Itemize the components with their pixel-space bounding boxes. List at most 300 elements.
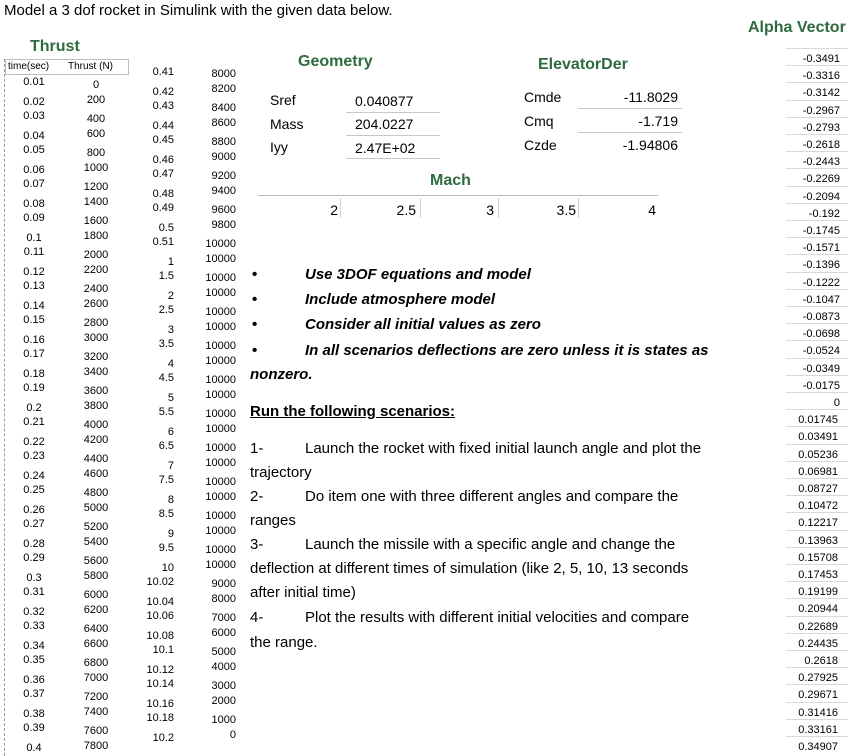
thrust-time-cell: 0.46 — [152, 154, 174, 166]
elevator-value: -1.719 — [638, 113, 678, 129]
thrust-row — [5, 109, 129, 126]
alpha-value: 0.19199 — [798, 586, 838, 599]
geometry-value: 204.0227 — [355, 116, 414, 132]
thrust-time-cell: 0.3 — [26, 572, 42, 584]
thrust-value-cell: 10000 — [205, 442, 236, 454]
geometry-label: Sref — [270, 92, 296, 108]
thrust-time-cell: 0.33 — [23, 620, 45, 632]
elevator-label: Cmq — [524, 113, 554, 129]
thrust-continuation-row — [130, 336, 242, 353]
alpha-vector-column — [786, 48, 861, 754]
alpha-value: -0.0524 — [802, 345, 840, 358]
thrust-continuation-row — [130, 421, 242, 438]
geometry-label: Iyy — [270, 139, 288, 155]
thrust-continuation-row — [130, 472, 242, 489]
thrust-time-cell: 3 — [167, 324, 174, 336]
thrust-value-cell: 5000 — [211, 646, 236, 658]
alpha-value: -0.1222 — [802, 276, 840, 289]
thrust-continuation-row — [130, 149, 242, 166]
scenario-text: Plot the results with different initial velocities and compare — [305, 609, 690, 626]
thrust-row — [5, 211, 129, 228]
thrust-value-cell: 9400 — [211, 185, 236, 197]
thrust-row — [5, 653, 129, 670]
header-thrust: Thrust (N) — [68, 61, 113, 72]
alpha-value: -0.192 — [808, 207, 840, 220]
thrust-row — [5, 449, 129, 466]
thrust-time-cell: 0.39 — [23, 722, 45, 734]
geometry-table — [262, 88, 442, 168]
thrust-value-cell: 2400 — [83, 283, 109, 295]
thrust-value-cell: 3000 — [83, 332, 109, 344]
thrust-row — [5, 126, 129, 143]
thrust-continuation-row — [130, 438, 242, 455]
thrust-time-cell: 0.05 — [23, 144, 45, 156]
thrust-time-cell: 0.17 — [23, 348, 45, 360]
alpha-value: 0.15708 — [798, 551, 838, 564]
thrust-time-cell: 7 — [167, 460, 174, 472]
scenario-text: trajectory — [250, 464, 312, 481]
thrust-continuation-row — [130, 166, 242, 183]
alpha-value: -0.1745 — [802, 225, 840, 237]
alpha-value: -0.3316 — [802, 70, 840, 83]
alpha-value: -0.2967 — [802, 104, 840, 117]
thrust-time-cell: 0.06 — [23, 164, 45, 176]
thrust-value-cell: 10000 — [205, 389, 236, 401]
thrust-time-cell: 5.5 — [158, 406, 174, 418]
thrust-time-cell: 7.5 — [158, 474, 174, 486]
thrust-time-cell: 0.14 — [23, 300, 45, 312]
thrust-value-cell: 10000 — [205, 238, 236, 250]
thrust-continuation-row — [130, 115, 242, 132]
thrust-time-cell: 0.36 — [23, 674, 45, 686]
thrust-continuation-row — [130, 302, 242, 319]
thrust-row — [5, 143, 129, 160]
thrust-value-cell: 8000 — [211, 68, 236, 80]
geometry-value: 2.47E+02 — [355, 140, 416, 156]
alpha-value: 0.22689 — [798, 620, 838, 633]
thrust-time-cell: 1 — [167, 256, 174, 268]
thrust-time-cell: 6.5 — [158, 440, 174, 452]
thrust-continuation-row — [130, 268, 242, 285]
thrust-value-cell: 10000 — [205, 253, 236, 265]
thrust-time-cell: 10.14 — [146, 678, 174, 690]
thrust-continuation-row — [130, 506, 242, 523]
alpha-value: -0.2793 — [802, 121, 840, 134]
thrust-value-cell: 1400 — [83, 196, 109, 208]
thrust-time-cell: 0.49 — [152, 202, 174, 214]
thrust-value-cell: 3600 — [83, 385, 109, 397]
thrust-value-cell: 3800 — [83, 400, 109, 412]
thrust-time-cell: 0.37 — [23, 688, 45, 700]
thrust-value-cell: 10000 — [205, 544, 236, 556]
scenario-text: deflection at different times of simulation (like 2, 5, 10, 13 seconds — [250, 560, 689, 577]
thrust-time-cell: 0.44 — [152, 120, 174, 132]
header-time: time(sec) — [8, 61, 50, 72]
thrust-time-cell: 0.47 — [152, 168, 174, 180]
thrust-continuation-row — [130, 523, 242, 540]
thrust-row — [5, 364, 129, 381]
thrust-value-cell: 4000 — [83, 419, 109, 431]
thrust-row — [5, 245, 129, 262]
thrust-time-cell: 0.4 — [26, 742, 42, 754]
elevator-derivatives-table — [520, 86, 686, 158]
scenario-text: Launch the rocket with fixed initial launch angle and plot the — [305, 440, 702, 457]
thrust-time-cell: 0.11 — [23, 246, 45, 258]
thrust-time-cell: 0.03 — [23, 110, 45, 122]
thrust-continuation-row — [130, 642, 242, 659]
thrust-value-cell: 6400 — [83, 623, 109, 635]
thrust-value-cell: 2200 — [83, 264, 109, 276]
thrust-time-cell: 0.35 — [23, 654, 45, 666]
thrust-value-cell: 8400 — [211, 102, 236, 114]
thrust-value-cell: 6200 — [83, 604, 109, 616]
thrust-value-cell: 5000 — [83, 502, 109, 514]
thrust-time-cell: 10.08 — [146, 630, 174, 642]
scenario-text: Do item one with three different angles and compare the — [305, 488, 679, 505]
thrust-value-cell: 4400 — [83, 453, 109, 465]
thrust-row — [5, 585, 129, 602]
thrust-value-cell: 10000 — [205, 510, 236, 522]
thrust-value-cell: 10000 — [205, 287, 236, 299]
alpha-vector-title: Alpha Vector — [748, 19, 846, 36]
thrust-continuation-row — [130, 625, 242, 642]
thrust-time-cell: 2.5 — [158, 304, 174, 316]
thrust-value-cell: 10000 — [205, 306, 236, 318]
scenario-text: after initial time) — [250, 584, 356, 601]
alpha-value: -0.2443 — [802, 156, 840, 169]
thrust-time-cell: 0.26 — [23, 504, 45, 516]
alpha-value: 0.08727 — [798, 483, 838, 495]
thrust-value-cell: 5400 — [83, 536, 109, 548]
thrust-time-cell: 0.16 — [23, 334, 45, 346]
thrust-row — [5, 415, 129, 432]
thrust-value-cell: 9800 — [211, 219, 236, 231]
alpha-value: -0.3491 — [802, 53, 840, 65]
thrust-value-cell: 5800 — [83, 570, 109, 582]
thrust-row — [5, 262, 129, 279]
alpha-value: -0.1396 — [802, 259, 840, 272]
thrust-continuation-row — [130, 387, 242, 404]
thrust-continuation-row — [130, 557, 242, 574]
alpha-value: -0.0698 — [802, 328, 840, 341]
thrust-value-cell: 7000 — [211, 612, 236, 624]
alpha-value: 0.10472 — [798, 500, 838, 513]
thrust-value-cell: 2800 — [83, 317, 109, 329]
thrust-row — [5, 296, 129, 313]
thrust-row — [5, 483, 129, 500]
thrust-value-cell: 10000 — [205, 476, 236, 488]
thrust-value-cell: 6800 — [83, 657, 109, 669]
thrust-value-cell: 0 — [229, 729, 236, 741]
thrust-continuation-row — [130, 455, 242, 472]
thrust-time-cell: 0.22 — [23, 436, 45, 448]
alpha-value: 0.03491 — [798, 431, 838, 444]
thrust-value-cell: 1600 — [83, 215, 109, 227]
thrust-title: Thrust — [30, 38, 80, 55]
thrust-continuation-row — [130, 727, 242, 744]
thrust-continuation-row — [130, 319, 242, 336]
mach-value: 3.5 — [556, 202, 576, 218]
thrust-value-cell: 400 — [86, 113, 106, 125]
thrust-value-cell: 1000 — [83, 162, 109, 174]
thrust-row — [5, 602, 129, 619]
thrust-row — [5, 517, 129, 534]
thrust-row — [5, 500, 129, 517]
thrust-value-cell: 10000 — [205, 423, 236, 435]
thrust-value-cell: 2600 — [83, 298, 109, 310]
alpha-value: 0.24435 — [798, 637, 838, 650]
thrust-time-cell: 0.02 — [23, 96, 45, 108]
alpha-value: 0.12217 — [798, 517, 838, 530]
thrust-time-cell: 0.34 — [23, 640, 45, 652]
thrust-value-cell: 8000 — [211, 593, 236, 605]
thrust-value-cell: 3000 — [211, 680, 236, 692]
thrust-row — [5, 177, 129, 194]
alpha-value: 0.2618 — [804, 655, 838, 667]
thrust-value-cell: 10000 — [205, 525, 236, 537]
alpha-value: -0.2094 — [802, 190, 840, 203]
scenario-number: 3- — [250, 536, 264, 553]
bullet-continuation: nonzero. — [250, 366, 313, 383]
thrust-time-cell: 0.13 — [23, 280, 45, 292]
thrust-value-cell: 1800 — [83, 230, 109, 242]
thrust-continuation-row — [130, 659, 242, 676]
thrust-value-cell: 7400 — [83, 706, 109, 718]
thrust-time-cell: 0.07 — [23, 178, 45, 190]
thrust-time-cell: 0.01 — [23, 76, 45, 88]
mach-value: 4 — [648, 202, 656, 218]
alpha-value: 0.29671 — [798, 689, 838, 702]
thrust-value-cell: 1000 — [211, 714, 236, 726]
thrust-time-cell: 9.5 — [158, 542, 174, 554]
thrust-continuation-row — [130, 251, 242, 268]
alpha-value: 0.20944 — [798, 603, 838, 616]
alpha-value: -0.0349 — [802, 362, 840, 375]
thrust-time-cell: 0.38 — [23, 708, 45, 720]
alpha-value: 0.05236 — [798, 448, 838, 461]
thrust-row — [5, 92, 129, 109]
thrust-value-cell: 10000 — [205, 559, 236, 571]
thrust-time-cell: 0.23 — [23, 450, 45, 462]
thrust-time-cell: 0.42 — [152, 86, 174, 98]
thrust-value-cell: 10000 — [205, 340, 236, 352]
thrust-row — [5, 466, 129, 483]
thrust-value-cell: 10000 — [205, 457, 236, 469]
thrust-time-cell: 0.29 — [23, 552, 45, 564]
scenario-number: 2- — [250, 488, 264, 505]
geometry-title: Geometry — [298, 53, 373, 70]
alpha-value: 0.01745 — [798, 414, 838, 427]
thrust-row — [5, 381, 129, 398]
thrust-value-cell: 10000 — [205, 321, 236, 333]
thrust-value-cell: 10000 — [205, 272, 236, 284]
geometry-value: 0.040877 — [355, 93, 414, 109]
thrust-time-cell: 0.24 — [23, 470, 45, 482]
alpha-value: 0.13963 — [798, 534, 838, 547]
thrust-continuation-row — [130, 608, 242, 625]
thrust-time-cell: 10.06 — [146, 610, 174, 622]
thrust-value-cell: 4200 — [83, 434, 109, 446]
thrust-continuation-row — [130, 64, 242, 81]
thrust-value-cell: 7800 — [83, 740, 109, 752]
geometry-label: Mass — [270, 116, 304, 132]
thrust-value-cell: 6000 — [211, 627, 236, 639]
thrust-value-cell: 7600 — [83, 725, 109, 737]
elevator-label: Cmde — [524, 89, 562, 105]
thrust-continuation-row — [130, 404, 242, 421]
thrust-time-cell: 0.04 — [23, 130, 45, 142]
thrust-row — [5, 636, 129, 653]
thrust-time-cell: 0.19 — [23, 382, 45, 394]
thrust-value-cell: 4600 — [83, 468, 109, 480]
alpha-value: -0.0873 — [802, 311, 840, 323]
thrust-time-cell: 0.32 — [23, 606, 45, 618]
thrust-time-cell: 0.31 — [23, 586, 45, 598]
thrust-value-cell: 8600 — [211, 117, 236, 129]
thrust-table — [4, 59, 129, 756]
scenario-text: ranges — [250, 512, 296, 529]
scenario-number: 4- — [250, 609, 264, 626]
thrust-continuation-row — [130, 81, 242, 98]
thrust-row — [5, 228, 129, 245]
thrust-row — [5, 313, 129, 330]
alpha-value: 0.33161 — [798, 723, 838, 736]
scenarios-title: Run the following scenarios: — [250, 403, 456, 420]
thrust-time-cell: 0.21 — [23, 416, 45, 428]
scenario-text: the range. — [250, 634, 318, 651]
elevator-value: -1.94806 — [622, 137, 678, 153]
thrust-time-cell: 0.15 — [23, 314, 45, 326]
thrust-value-cell: 7200 — [83, 691, 109, 703]
mach-title: Mach — [430, 172, 471, 189]
thrust-row — [5, 347, 129, 364]
thrust-value-cell: 5200 — [83, 521, 109, 533]
thrust-value-cell: 2000 — [211, 695, 236, 707]
thrust-time-cell: 10.18 — [146, 712, 174, 724]
mach-value: 2 — [330, 202, 338, 218]
thrust-row — [5, 194, 129, 211]
thrust-time-cell: 0.48 — [152, 188, 174, 200]
mach-separator — [258, 195, 658, 196]
scenario-text: Launch the missile with a specific angle and change the — [305, 536, 676, 553]
thrust-time-cell: 10 — [161, 562, 174, 574]
thrust-time-cell: 5 — [167, 392, 174, 404]
thrust-continuation-row — [130, 200, 242, 217]
mach-value: 2.5 — [396, 202, 416, 218]
thrust-row — [5, 551, 129, 568]
thrust-row — [5, 279, 129, 296]
thrust-time-cell: 8 — [167, 494, 174, 506]
thrust-row — [5, 398, 129, 415]
thrust-continuation-row — [130, 217, 242, 234]
thrust-value-cell: 4800 — [83, 487, 109, 499]
thrust-time-cell: 10.1 — [152, 644, 174, 656]
thrust-value-cell: 10000 — [205, 355, 236, 367]
alpha-value: -0.1047 — [802, 293, 840, 306]
thrust-row — [5, 160, 129, 177]
thrust-value-cell: 10000 — [205, 491, 236, 503]
thrust-continuation-row — [130, 98, 242, 115]
thrust-continuation-row — [130, 710, 242, 727]
alpha-value: -0.3142 — [802, 87, 840, 100]
alpha-value: -0.0175 — [802, 379, 840, 392]
scenario-number: 1- — [250, 440, 264, 457]
thrust-continuation-row — [130, 183, 242, 200]
thrust-value-cell: 1200 — [83, 181, 109, 193]
thrust-value-cell: 9200 — [211, 170, 236, 182]
thrust-time-cell: 1.5 — [158, 270, 174, 282]
alpha-value: -0.2618 — [802, 139, 840, 151]
alpha-value: 0.34907 — [798, 741, 838, 753]
thrust-time-cell: 0.51 — [152, 236, 174, 248]
thrust-value-cell: 3400 — [83, 366, 109, 378]
alpha-value: 0.06981 — [798, 465, 838, 478]
thrust-continuation-row — [130, 574, 242, 591]
thrust-continuation-row — [130, 285, 242, 302]
thrust-time-cell: 0.27 — [23, 518, 45, 530]
thrust-time-cell: 0.09 — [23, 212, 45, 224]
thrust-time-cell: 0.28 — [23, 538, 45, 550]
thrust-time-cell: 0.18 — [23, 368, 45, 380]
thrust-time-cell: 4 — [167, 358, 174, 370]
thrust-row — [5, 534, 129, 551]
thrust-value-cell: 7000 — [83, 672, 109, 684]
alpha-value: 0.27925 — [798, 672, 838, 685]
thrust-value-cell: 3200 — [83, 351, 109, 363]
thrust-continuation-row — [130, 676, 242, 693]
thrust-time-cell: 0.25 — [23, 484, 45, 496]
thrust-time-cell: 0.45 — [152, 134, 174, 146]
thrust-value-cell: 9000 — [211, 578, 236, 590]
thrust-time-cell: 2 — [167, 290, 174, 302]
mach-value: 3 — [486, 202, 494, 218]
thrust-row — [5, 330, 129, 347]
thrust-value-cell: 800 — [86, 147, 106, 159]
thrust-value-cell: 6600 — [83, 638, 109, 650]
alpha-value: 0.17453 — [798, 569, 838, 581]
thrust-row — [5, 687, 129, 704]
thrust-continuation-row — [130, 693, 242, 710]
alpha-value: 0 — [833, 397, 840, 409]
thrust-continuation-row — [130, 540, 242, 557]
thrust-row — [5, 738, 129, 755]
alpha-value: -0.1571 — [802, 242, 840, 255]
alpha-value: 0.31416 — [798, 706, 838, 719]
thrust-continuation-table — [130, 64, 242, 754]
thrust-continuation-row — [130, 353, 242, 370]
thrust-time-cell: 0.41 — [152, 66, 174, 78]
thrust-time-cell: 0.1 — [26, 232, 42, 244]
thrust-row — [5, 568, 129, 585]
thrust-time-cell: 9 — [167, 528, 174, 540]
elevator-label: Czde — [524, 137, 557, 153]
thrust-value-cell: 0 — [92, 79, 100, 91]
thrust-time-cell: 10.04 — [146, 596, 174, 608]
thrust-row — [5, 75, 129, 92]
thrust-time-cell: 0.43 — [152, 100, 174, 112]
thrust-row — [5, 721, 129, 738]
thrust-time-cell: 10.12 — [146, 664, 174, 676]
thrust-time-cell: 10.2 — [152, 732, 174, 744]
thrust-value-cell: 10000 — [205, 374, 236, 386]
thrust-value-cell: 2000 — [83, 249, 109, 261]
thrust-value-cell: 10000 — [205, 408, 236, 420]
thrust-value-cell: 8200 — [211, 83, 236, 95]
thrust-time-cell: 8.5 — [158, 508, 174, 520]
elevator-value: -11.8029 — [623, 89, 678, 105]
thrust-row — [5, 670, 129, 687]
thrust-table-header — [5, 59, 129, 75]
